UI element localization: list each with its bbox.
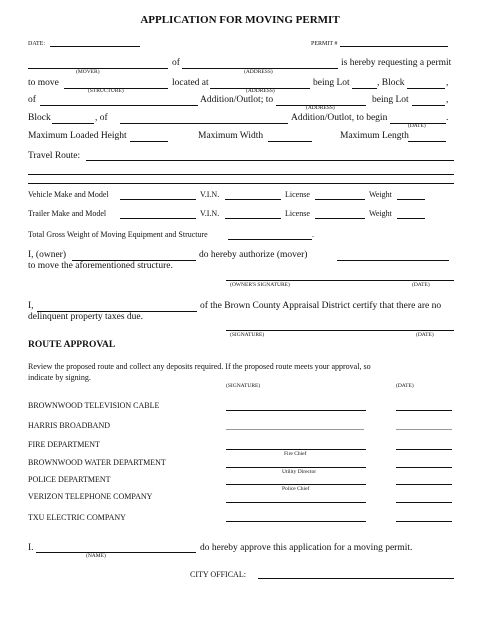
signature-column-caption: (SIGNATURE) — [226, 383, 261, 389]
permit-number-field[interactable] — [340, 46, 448, 47]
block-field[interactable] — [407, 88, 445, 89]
address-caption: (ADDRESS) — [244, 69, 273, 75]
destination-addition-field[interactable] — [120, 123, 288, 124]
utility-director-caption: Utility Director — [282, 469, 317, 475]
approve-text: do hereby approve this application for a moving permit. — [200, 543, 413, 553]
trailer-license-field[interactable] — [315, 218, 365, 219]
entity-signature-field[interactable] — [226, 467, 366, 468]
entity-date-field[interactable] — [396, 521, 452, 522]
of-text: of — [172, 58, 180, 68]
owner-label: I, (owner) — [28, 250, 66, 260]
gross-weight-label: Total Gross Weight of Moving Equipment and Structure — [28, 230, 208, 239]
entity-label: TXU ELECTRIC COMPANY — [28, 513, 126, 522]
appraisal-signature-field[interactable] — [226, 330, 454, 331]
travel-route-field[interactable] — [86, 160, 454, 161]
police-chief-caption: Police Chief — [282, 486, 310, 492]
entity-label: POLICE DEPARTMENT — [28, 475, 111, 484]
to-move-text: to move — [28, 78, 59, 88]
date-label: DATE: — [28, 41, 45, 47]
trailer-weight-field[interactable] — [397, 218, 425, 219]
comma-text: , — [446, 95, 449, 105]
max-length-label: Maximum Length — [340, 131, 409, 141]
city-official-signature-field[interactable] — [258, 578, 454, 579]
period-text: . — [446, 113, 449, 123]
appraisal-date-caption: (DATE) — [416, 332, 434, 338]
entity-signature-field[interactable] — [226, 521, 366, 522]
address-caption: (ADDRESS) — [246, 88, 275, 94]
entity-signature-field[interactable] — [226, 429, 364, 430]
entity-signature-field[interactable] — [226, 410, 366, 411]
entity-date-field[interactable] — [396, 449, 452, 450]
date-caption: (DATE) — [408, 123, 426, 129]
travel-route-field[interactable] — [28, 174, 454, 175]
certify-text: of the Brown County Appraisal District certify that there are no — [200, 301, 442, 311]
mover-caption: (MOVER) — [76, 69, 100, 75]
vehicle-label: Vehicle Make and Model — [28, 190, 109, 199]
vin-label: V.I.N. — [200, 209, 220, 218]
being-lot-text: being Lot — [372, 95, 409, 105]
comma-text: , — [446, 78, 449, 88]
entity-label: BROWNWOOD WATER DEPARTMENT — [28, 458, 166, 467]
approval-i-text: I. — [28, 543, 34, 553]
weight-label: Weight — [369, 190, 392, 199]
addition-begin-text: Addition/Outlot, to begin — [291, 113, 388, 123]
delinquent-text: delinquent property taxes due. — [28, 312, 144, 322]
destination-lot-field[interactable] — [412, 105, 445, 106]
addition-field[interactable] — [40, 105, 198, 106]
max-height-field[interactable] — [130, 141, 168, 142]
to-move-text: to move the aforementioned structure. — [28, 261, 173, 271]
authorized-mover-field[interactable] — [337, 260, 449, 261]
trailer-vin-field[interactable] — [225, 218, 281, 219]
entity-signature-field[interactable] — [226, 502, 366, 503]
owner-date-caption: (DATE) — [412, 282, 430, 288]
entity-signature-field[interactable] — [226, 449, 366, 450]
approver-name-field[interactable] — [36, 552, 196, 553]
entity-date-field[interactable] — [396, 410, 452, 411]
name-caption: (NAME) — [86, 553, 106, 559]
max-width-label: Maximum Width — [198, 131, 264, 141]
date-column-caption: (DATE) — [396, 383, 414, 389]
entity-date-field[interactable] — [396, 484, 452, 485]
addition-to-text: Addition/Outlot; to — [200, 95, 274, 105]
requesting-permit-text: is hereby requesting a permit — [341, 58, 452, 68]
route-approval-heading: ROUTE APPROVAL — [28, 340, 116, 350]
trailer-label: Trailer Make and Model — [28, 209, 107, 218]
license-label: License — [285, 209, 310, 218]
appraisal-i-text: I, — [28, 301, 34, 311]
entity-label: VERIZON TELEPHONE COMPANY — [28, 492, 153, 501]
owner-signature-field[interactable] — [226, 280, 454, 281]
entity-date-field[interactable] — [396, 467, 452, 468]
being-lot-text: being Lot — [313, 78, 350, 88]
owner-signature-caption: (OWNER'S SIGNATURE) — [230, 282, 290, 288]
route-instructions: indicate by signing. — [28, 373, 91, 382]
form-title: APPLICATION FOR MOVING PERMIT — [140, 14, 340, 26]
entity-signature-field[interactable] — [226, 484, 366, 485]
structure-caption: (STRUCTURE) — [88, 88, 124, 94]
weight-label: Weight — [369, 209, 392, 218]
vehicle-model-field[interactable] — [120, 199, 196, 200]
max-length-field[interactable] — [408, 141, 446, 142]
gross-weight-field[interactable] — [228, 239, 312, 240]
vin-label: V.I.N. — [200, 190, 220, 199]
travel-route-label: Travel Route: — [28, 151, 81, 161]
vehicle-weight-field[interactable] — [397, 199, 425, 200]
entity-date-field[interactable] — [396, 429, 452, 430]
license-label: License — [285, 190, 310, 199]
entity-label: BROWNWOOD TELEVISION CABLE — [28, 401, 160, 410]
fire-chief-caption: Fire Chief — [284, 451, 307, 457]
max-height-label: Maximum Loaded Height — [28, 131, 127, 141]
of-text: of — [28, 95, 36, 105]
entity-label: FIRE DEPARTMENT — [28, 440, 100, 449]
authorize-text: do hereby authorize (mover) — [199, 250, 308, 260]
appraisal-signature-caption: (SIGNATURE) — [230, 332, 265, 338]
date-field[interactable] — [50, 46, 140, 47]
address-caption: (ADDRESS) — [306, 105, 335, 111]
trailer-model-field[interactable] — [120, 218, 196, 219]
block-text: Block — [28, 113, 51, 123]
route-instructions: Review the proposed route and collect any deposits required. If the proposed route meets your approval, so — [28, 362, 371, 371]
block-text: , Block — [377, 78, 405, 88]
vehicle-license-field[interactable] — [315, 199, 365, 200]
max-width-field[interactable] — [268, 141, 312, 142]
travel-route-field[interactable] — [28, 183, 454, 184]
destination-block-field[interactable] — [52, 123, 94, 124]
vehicle-vin-field[interactable] — [225, 199, 281, 200]
of-text: , of — [95, 113, 108, 123]
period-text: . — [312, 230, 314, 239]
entity-label: HARRIS BROADBAND — [28, 421, 111, 430]
permit-number-label: PERMIT # — [311, 41, 338, 47]
city-official-label: CITY OFFICAL: — [190, 570, 246, 579]
entity-date-field[interactable] — [396, 502, 452, 503]
lot-field[interactable] — [352, 88, 377, 89]
located-at-text: located at — [172, 78, 209, 88]
